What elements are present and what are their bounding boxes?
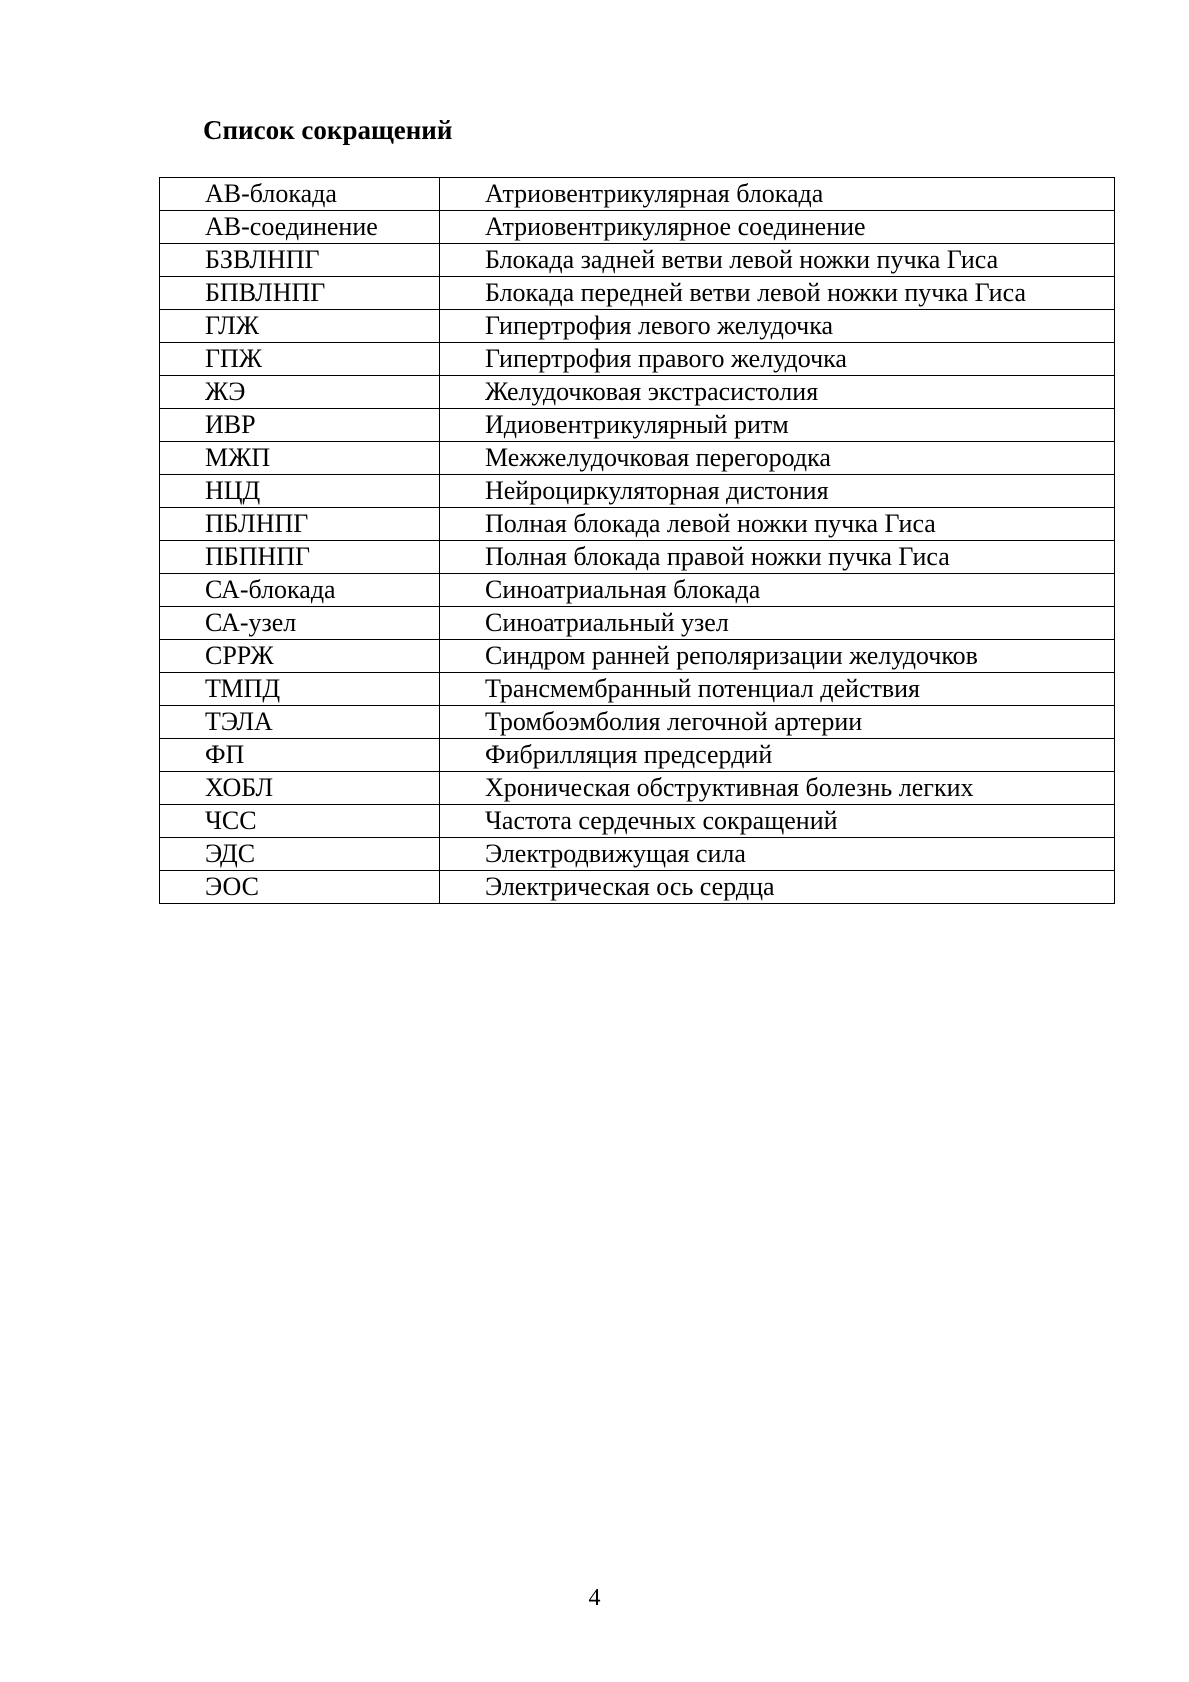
table-row [160,409,1115,442]
table-row [160,211,1115,244]
abbreviation-cell: МЖП [160,442,440,475]
table-row [160,871,1115,904]
meaning-cell: Синоатриальный узел [440,607,1115,640]
abbreviation-cell: ЭДС [160,838,440,871]
abbreviation-cell: ПБЛНПГ [160,508,440,541]
abbreviation-cell: ГПЖ [160,343,440,376]
meaning-cell: Межжелудочковая перегородка [440,442,1115,475]
table-row [160,739,1115,772]
abbreviation-cell: БЗВЛНПГ [160,244,440,277]
table-row [160,277,1115,310]
meaning-cell: Полная блокада левой ножки пучка Гиса [440,508,1115,541]
abbreviation-cell: ТЭЛА [160,706,440,739]
meaning-cell: Синоатриальная блокада [440,574,1115,607]
meaning-cell: Фибрилляция предсердий [440,739,1115,772]
abbreviation-cell: СА-блокада [160,574,440,607]
meaning-cell: Полная блокада правой ножки пучка Гиса [440,541,1115,574]
meaning-cell: Атриовентрикулярная блокада [440,178,1115,211]
table-row [160,178,1115,211]
meaning-cell: Блокада передней ветви левой ножки пучка Гиса [440,277,1115,310]
meaning-cell: Тромбоэмболия легочной артерии [440,706,1115,739]
table-row [160,244,1115,277]
page-title: Список сокращений [203,115,453,145]
abbreviations-table-body [160,178,1115,904]
meaning-cell: Желудочковая экстрасистолия [440,376,1115,409]
table-row [160,376,1115,409]
table-row [160,805,1115,838]
table-row [160,343,1115,376]
abbreviation-cell: СРРЖ [160,640,440,673]
abbreviation-cell: ЖЭ [160,376,440,409]
abbreviation-cell: АВ-соединение [160,211,440,244]
abbreviation-cell: ТМПД [160,673,440,706]
abbreviation-cell: ЭОС [160,871,440,904]
abbreviation-cell: СА-узел [160,607,440,640]
abbreviation-cell: ФП [160,739,440,772]
meaning-cell: Гипертрофия левого желудочка [440,310,1115,343]
table-row [160,706,1115,739]
abbreviation-cell: ПБПНПГ [160,541,440,574]
meaning-cell: Синдром ранней реполяризации желудочков [440,640,1115,673]
meaning-cell: Блокада задней ветви левой ножки пучка Гиса [440,244,1115,277]
table-row [160,640,1115,673]
table-row [160,442,1115,475]
meaning-cell: Атриовентрикулярное соединение [440,211,1115,244]
abbreviation-cell: БПВЛНПГ [160,277,440,310]
meaning-cell: Нейроциркуляторная дистония [440,475,1115,508]
table-row [160,772,1115,805]
abbreviations-table [159,177,1115,904]
abbreviation-cell: АВ-блокада [160,178,440,211]
table-row [160,475,1115,508]
abbreviation-cell: ИВР [160,409,440,442]
meaning-cell: Частота сердечных сокращений [440,805,1115,838]
abbreviation-cell: ЧСС [160,805,440,838]
table-row [160,607,1115,640]
meaning-cell: Трансмембранный потенциал действия [440,673,1115,706]
meaning-cell: Хроническая обструктивная болезнь легких [440,772,1115,805]
meaning-cell: Гипертрофия правого желудочка [440,343,1115,376]
meaning-cell: Электродвижущая сила [440,838,1115,871]
table-row [160,310,1115,343]
table-row [160,673,1115,706]
table-row [160,541,1115,574]
meaning-cell: Идиовентрикулярный ритм [440,409,1115,442]
page-number: 4 [588,1585,601,1611]
abbreviation-cell: НЦД [160,475,440,508]
abbreviation-cell: ГЛЖ [160,310,440,343]
table-row [160,508,1115,541]
abbreviation-cell: ХОБЛ [160,772,440,805]
table-row [160,838,1115,871]
table-row [160,574,1115,607]
meaning-cell: Электрическая ось сердца [440,871,1115,904]
